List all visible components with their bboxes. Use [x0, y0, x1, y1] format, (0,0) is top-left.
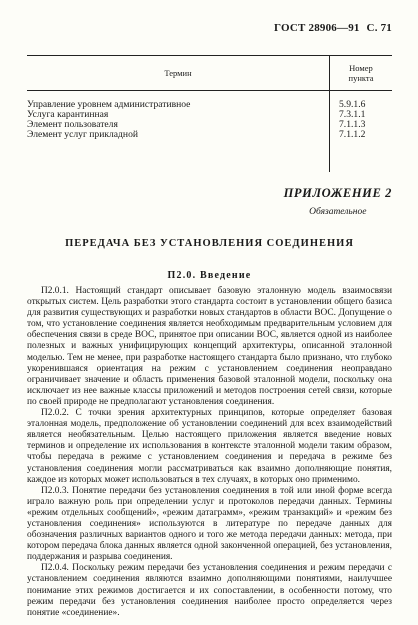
paragraph: П2.0.4. Поскольку режим передачи без установления соединения и режим передачи с установлением соединения являются взаимно дополняющими понятиями, наилучшее понимание этих режимов достигается и их сопоставлении, в особенности потому, что режим передачи без установления соединения наиболее просто определяется через понятие «соединение».: [27, 563, 392, 618]
term-cell: Услуга карантинная: [27, 109, 109, 120]
number-cell: 7.3.1.1: [330, 110, 393, 120]
table-header-row: [27, 56, 392, 91]
number-cell: 7.1.1.2: [330, 130, 393, 140]
number-cell: 5.9.1.6: [330, 91, 393, 111]
document-title: ПЕРЕДАЧА БЕЗ УСТАНОВЛЕНИЯ СОЕДИНЕНИЯ: [65, 238, 354, 249]
table-row: [27, 91, 392, 111]
appendix-heading: [284, 186, 392, 217]
column-header-number-line2: пункта: [348, 73, 374, 83]
paragraph: П2.0.3. Понятие передачи без установления соединения в той или иной форме всегда играло важную роль при определении услуг и протоколов передачи данных. Термины «режим отдельных сообщений», «режим датаграмм», «режим транзакций» и «режим без установления соединения» используются в литературе по передаче данных для обозначения различных вариантов одного и того же метода передачи данных: метода, при котором передача блока данных является одной законченной операцией, без установления, поддержания и разрыва соединения.: [27, 485, 392, 563]
appendix-title: ПРИЛОЖЕНИЕ 2: [283, 186, 392, 200]
appendix-subtitle: Обязательное: [309, 207, 367, 217]
body-text: [27, 286, 392, 619]
table-row: [27, 130, 392, 140]
page-header: [0, 22, 392, 34]
paragraph: П2.0.1. Настоящий стандарт описывает базовую эталонную модель взаимосвязи открытых систем. Цель разработки этого стандарта состоит в установлении общего базиса для развития существующих и разработки новых стандартов в области ВОС. Допущение о том, что установление соединения является необходимым предварительным условием для обеспечения связи в среде ВОС, принятое при описании ВОС, является одной из наиболее полезных и важных унифицирующих концепций архитектуры, описанной эталонной моделью. Тем не менее, при разработке настоящего стандарта было признано, что глубоко укоренившаяся ориентация на режим с установлением соединения неоправдано ограничивает значение и область применения базовой эталонной модели, поскольку она исключает из нее важные классы приложений и методов построения сетей связи, которые по своей природе не предполагают установления соединения.: [27, 286, 392, 407]
table-spacer-row: [27, 140, 392, 172]
column-header-number: [330, 56, 393, 91]
term-cell: Управление уровнем административное: [27, 99, 191, 110]
column-header-number-line1: Номер: [349, 63, 373, 73]
term-cell: Элемент услуг прикладной: [27, 129, 138, 140]
number-cell: 7.1.1.3: [330, 120, 393, 130]
standard-number: ГОСТ 28906—91: [274, 22, 360, 34]
column-header-term: Термин: [27, 56, 330, 91]
terms-table: [27, 55, 392, 172]
term-cell: Элемент пользователя: [27, 119, 118, 130]
page-number: С. 71: [366, 22, 392, 34]
section-title: П2.0. Введение: [167, 270, 252, 281]
paragraph: П2.0.2. С точки зрения архитектурных принципов, которые определяет базовая эталонная модель, предположение об установлении соединений для всех взаимодействий является необязательным. Целью настоящего приложения является введение новых терминов и определение их использования в контексте эталонной модели таким образом, чтобы передача в режиме с установлением соединения и передача в режиме без установления соединения могли рассматриваться как взаимно дополняющие понятия, каждое из которых может использоваться в тех случаях, в которых оно применимо.: [27, 408, 392, 485]
